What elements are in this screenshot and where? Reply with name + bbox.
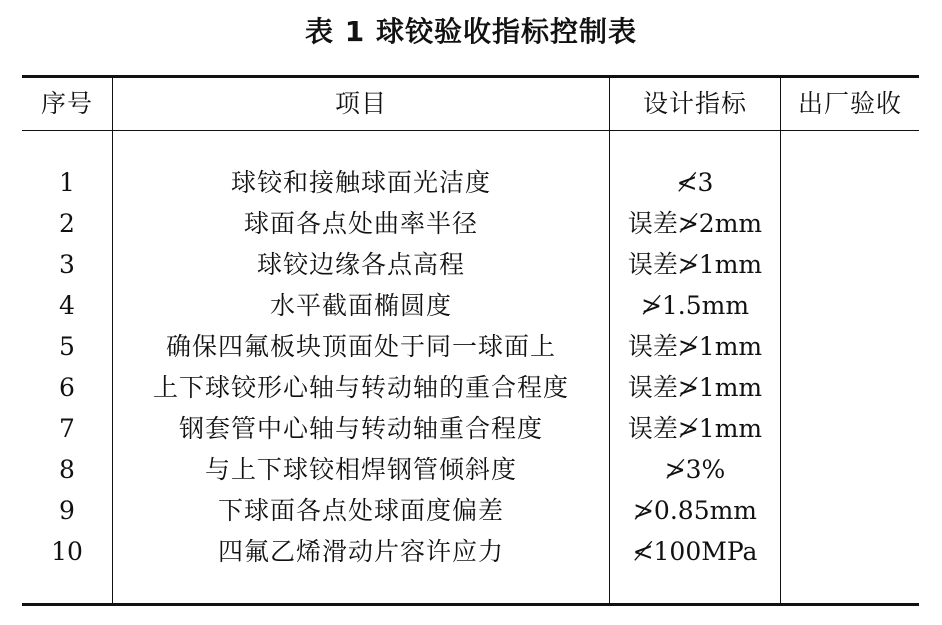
row-number: 6 [59, 373, 75, 402]
row-number: 8 [59, 455, 75, 484]
header-spec: 设计指标 [642, 89, 747, 118]
row-item: 球铰边缘各点高程 [256, 250, 465, 279]
bottom-rule [22, 603, 919, 606]
row-accept [781, 367, 919, 408]
row-number: 2 [59, 209, 75, 238]
header-no: 序号 [40, 89, 93, 118]
row-item: 水平截面椭圆度 [269, 291, 452, 320]
row-accept [781, 531, 919, 572]
row-spec: 误差≯1mm [627, 373, 763, 402]
row-spec: 误差≯1mm [627, 250, 763, 279]
header-item: 项目 [334, 89, 387, 118]
table-row [22, 285, 919, 326]
row-accept [781, 449, 919, 490]
row-item: 球铰和接触球面光洁度 [230, 168, 491, 197]
row-item: 与上下球铰相焊钢管倾斜度 [204, 455, 517, 484]
table-row [22, 490, 919, 531]
row-spec: ≯3% [664, 455, 726, 484]
header-rule [22, 130, 919, 131]
row-spec: ≯1.5mm [640, 291, 750, 320]
table-title: 表 1 球铰验收指标控制表 [305, 15, 637, 48]
acceptance-table [22, 75, 919, 607]
row-number: 5 [59, 332, 75, 361]
row-accept [781, 203, 919, 244]
row-accept [781, 408, 919, 449]
row-item: 下球面各点处球面度偏差 [217, 496, 504, 525]
table-row [22, 408, 919, 449]
table-row [22, 203, 919, 244]
row-item: 球面各点处曲率半径 [243, 209, 478, 238]
row-item: 确保四氟板块顶面处于同一球面上 [165, 332, 556, 361]
row-item: 钢套管中心轴与转动轴重合程度 [178, 414, 543, 443]
row-item: 四氟乙烯滑动片容许应力 [217, 537, 504, 566]
table-row [22, 449, 919, 490]
header-accept: 出厂验收 [797, 89, 902, 118]
row-spec: 误差≯1mm [627, 332, 763, 361]
row-number: 4 [59, 291, 75, 320]
row-accept [781, 285, 919, 326]
row-accept [781, 244, 919, 285]
row-spec: ≮100MPa [632, 537, 758, 566]
row-accept [781, 490, 919, 531]
row-spec: ≮3 [676, 168, 714, 197]
row-number: 9 [59, 496, 75, 525]
row-accept [781, 326, 919, 367]
row-spec: 误差≯2mm [627, 209, 763, 238]
table-row [22, 326, 919, 367]
table-row [22, 162, 919, 203]
row-number: 7 [59, 414, 75, 443]
row-item: 上下球铰形心轴与转动轴的重合程度 [152, 373, 569, 402]
row-spec: 误差≯1mm [627, 414, 763, 443]
row-number: 3 [59, 250, 75, 279]
table-row [22, 244, 919, 285]
table-row [22, 367, 919, 408]
row-accept [781, 162, 919, 203]
row-number: 10 [51, 537, 83, 566]
row-spec: ≯0.85mm [632, 496, 758, 525]
table-row [22, 531, 919, 572]
row-number: 1 [59, 168, 75, 197]
